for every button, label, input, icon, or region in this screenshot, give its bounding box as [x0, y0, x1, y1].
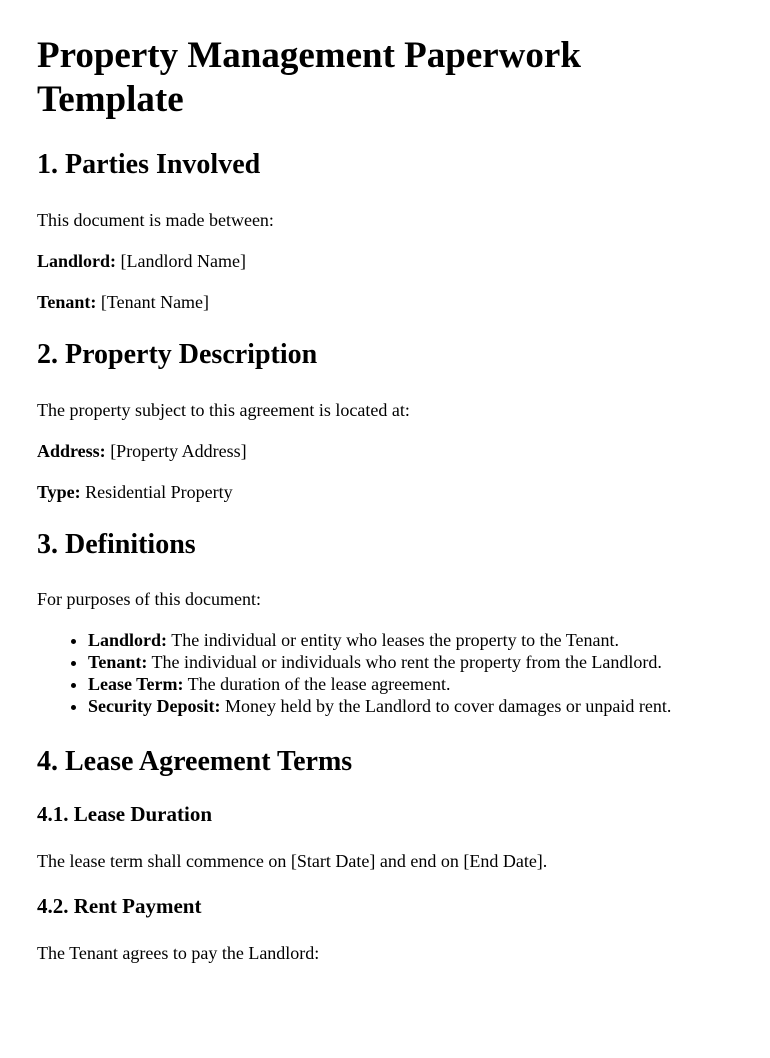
document-title: Property Management Paperwork Template: [37, 35, 581, 120]
landlord-line: [37, 250, 734, 272]
landlord-label: Landlord:: [37, 251, 117, 271]
tenant-value: [Tenant Name]: [96, 292, 210, 312]
section-heading-definitions: 3. Definitions: [37, 529, 196, 560]
parties-intro: This document is made between:: [37, 210, 274, 230]
section-heading-lease: 4. Lease Agreement Terms: [37, 746, 353, 777]
definition-text: Money held by the Landlord to cover damages or unpaid rent.: [220, 696, 672, 716]
list-item: [88, 629, 734, 651]
property-intro: The property subject to this agreement is located at:: [37, 400, 410, 420]
definition-term: Tenant:: [88, 652, 148, 672]
definition-text: The individual or individuals who rent the property from the Landlord.: [147, 652, 662, 672]
definition-term: Landlord:: [88, 630, 168, 650]
tenant-label: Tenant:: [37, 292, 97, 312]
list-item: [88, 673, 734, 695]
address-label: Address:: [37, 441, 106, 461]
definitions-intro: For purposes of this document:: [37, 589, 261, 609]
definitions-list: [37, 629, 734, 717]
duration-text: The lease term shall commence on [Start Date] and end on [End Date].: [37, 851, 548, 871]
definition-term: Lease Term:: [88, 674, 184, 694]
type-label: Type:: [37, 482, 81, 502]
list-item: [88, 695, 734, 717]
definition-text: The duration of the lease agreement.: [183, 674, 451, 694]
type-value: Residential Property: [80, 482, 233, 502]
document-page: [0, 34, 770, 964]
rent-text: The Tenant agrees to pay the Landlord:: [37, 943, 320, 963]
subsection-heading-rent: 4.2. Rent Payment: [37, 894, 202, 918]
address-line: [37, 440, 734, 462]
landlord-value: [Landlord Name]: [116, 251, 246, 271]
list-item: [88, 651, 734, 673]
tenant-line: [37, 291, 734, 313]
type-line: [37, 481, 734, 503]
section-heading-parties: 1. Parties Involved: [37, 149, 261, 180]
definition-term: Security Deposit:: [88, 696, 221, 716]
address-value: [Property Address]: [105, 441, 247, 461]
section-heading-property: 2. Property Description: [37, 339, 318, 370]
subsection-heading-duration: 4.1. Lease Duration: [37, 802, 212, 826]
definition-text: The individual or entity who leases the property to the Tenant.: [167, 630, 619, 650]
